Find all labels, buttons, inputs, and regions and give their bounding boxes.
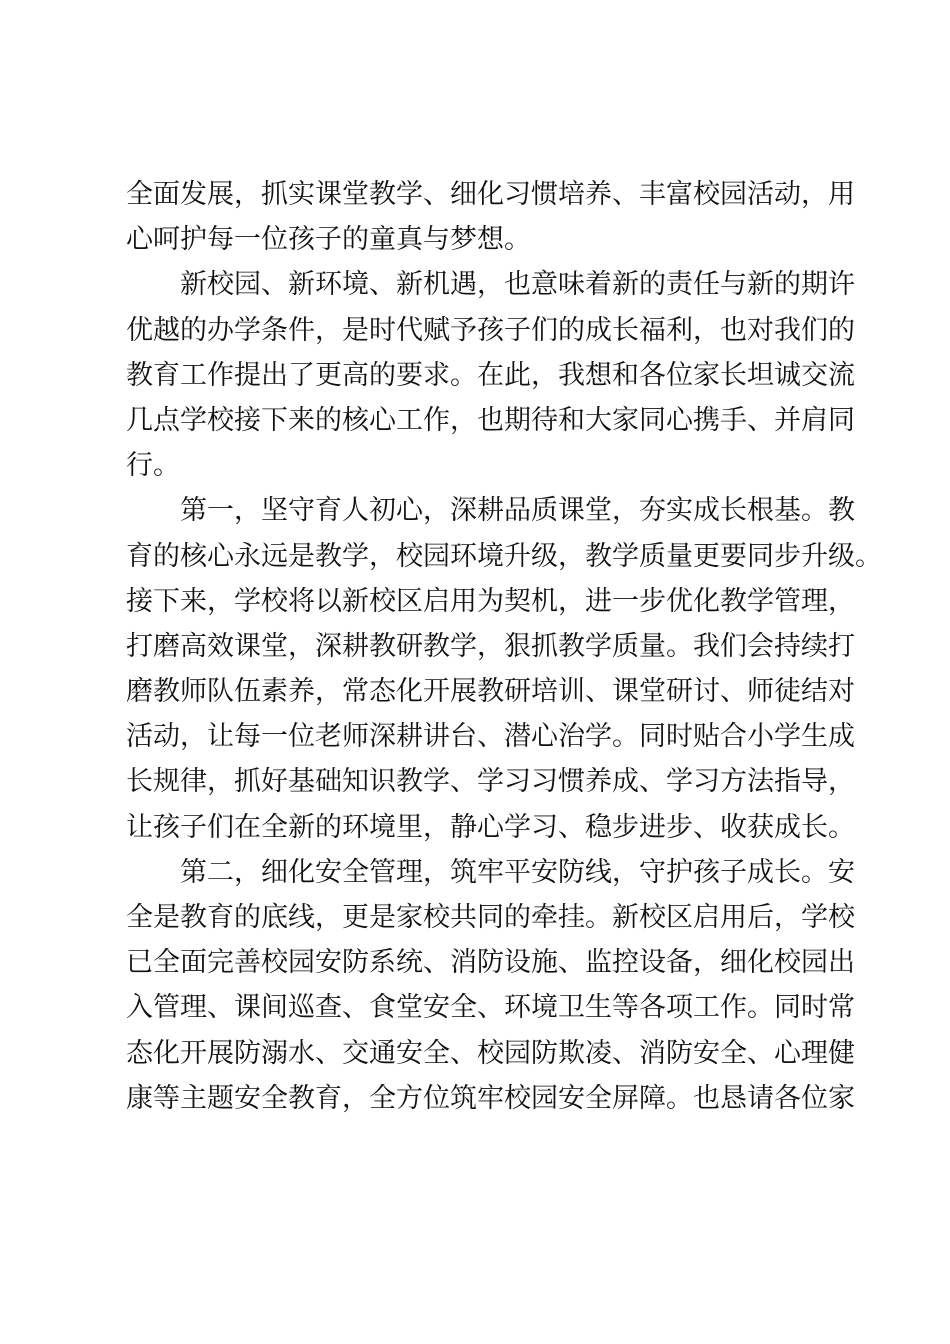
text-line-2: 心呵护每一位孩子的童真与梦想。 — [126, 224, 531, 256]
text-line-15: 让孩子们在全新的环境里，静心学习、稳步进步、收获成长。 — [126, 811, 855, 843]
text-line-6: 几点学校接下来的核心工作，也期待和大家同心携手、并肩同 — [126, 404, 855, 436]
text-line-13: 活动，让每一位老师深耕讲台、潜心治学。同时贴合小学生成 — [126, 721, 855, 753]
text-line-16: 第二，细化安全管理，筑牢平安防线，守护孩子成长。安 — [180, 856, 855, 888]
body-text — [126, 172, 882, 1121]
text-line-3: 新校园、新环境、新机遇，也意味着新的责任与新的期许 — [180, 269, 855, 301]
text-line-17: 全是教育的底线，更是家校共同的牵挂。新校区启用后，学校 — [126, 902, 855, 933]
text-line-4: 优越的办学条件，是时代赋予孩子们的成长福利，也对我们的 — [126, 314, 855, 346]
text-line-10: 接下来，学校将以新校区启用为契机，进一步优化教学管理， — [126, 585, 855, 617]
text-line-12: 磨教师队伍素养，常态化开展教研培训、课堂研讨、师徒结对 — [126, 676, 855, 708]
text-line-1: 全面发展，抓实课堂教学、细化习惯培养、丰富校园活动，用 — [126, 179, 855, 210]
text-line-9: 育的核心永远是教学，校园环境升级，教学质量更要同步升级。 — [126, 540, 882, 572]
text-line-19: 入管理、课间巡查、食堂安全、环境卫生等各项工作。同时常 — [126, 992, 855, 1024]
text-line-20: 态化开展防溺水、交通安全、校园防欺凌、消防安全、心理健 — [126, 1037, 855, 1069]
text-line-11: 打磨高效课堂，深耕教研教学，狠抓教学质量。我们会持续打 — [126, 630, 855, 662]
text-line-5: 教育工作提出了更高的要求。在此，我想和各位家长坦诚交流 — [126, 359, 855, 391]
text-line-18: 已全面完善校园安防系统、消防设施、监控设备，细化校园出 — [126, 947, 855, 979]
text-line-8: 第一，坚守育人初心，深耕品质课堂，夯实成长根基。教 — [180, 495, 855, 527]
text-line-14: 长规律，抓好基础知识教学、学习习惯养成、学习方法指导， — [126, 766, 855, 798]
text-line-7: 行。 — [126, 450, 180, 482]
text-line-21: 康等主题安全教育，全方位筑牢校园安全屏障。也恳请各位家 — [126, 1082, 855, 1114]
